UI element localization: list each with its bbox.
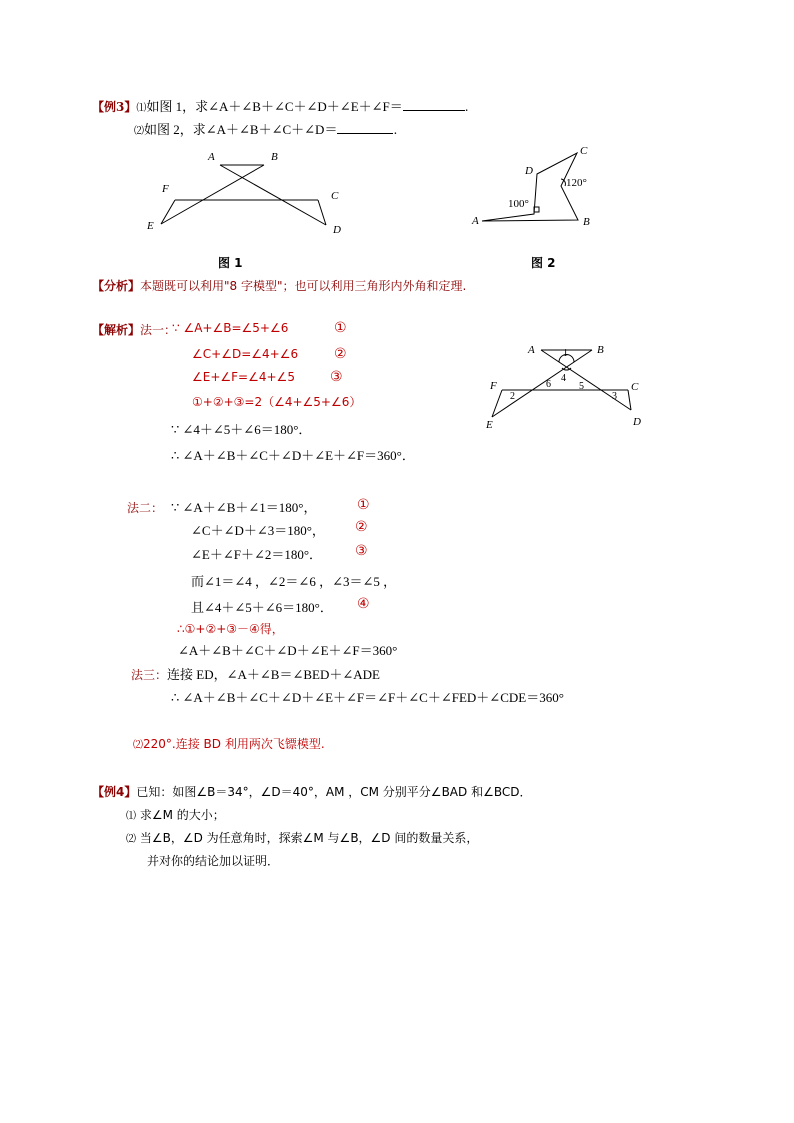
example-4-question-2-continued: 并对你的结论加以证明． (147, 854, 280, 868)
equation-marker-3: ③ (330, 369, 343, 385)
figure-3-label-d: D (633, 416, 641, 428)
example-4-question-1 (126, 806, 225, 823)
figure-1-label-f: F (162, 183, 169, 195)
period: . (464, 100, 469, 114)
method-2-line-3: ∠E＋∠F＋∠2＝180°． (191, 547, 323, 562)
figure-2-label-d: D (525, 165, 533, 177)
figure-2-label-c: C (580, 145, 588, 157)
figure-3-diagram (478, 338, 648, 433)
example-4-question-2-text: 当∠B，∠D 为任意角时，探索∠M 与∠B，∠D 间的数量关系， (139, 831, 479, 845)
analysis (92, 277, 466, 294)
question-number: ⑵ (134, 126, 144, 137)
method-1-line-5: ∵ ∠4＋∠5＋∠6＝180°． (171, 422, 312, 437)
method-3-line-2: ∴ ∠A＋∠B＋∠C＋∠D＋∠E＋∠F＝∠F＋∠C＋∠FED＋∠CDE＝360° (171, 690, 564, 705)
example-3-question-2-text: 如图 2，求∠A＋∠B＋∠C＋∠D＝ (144, 122, 338, 137)
analysis-tag: 【分析】 (92, 279, 141, 293)
figure-2-label-a: A (472, 215, 479, 227)
example-3-question-2 (134, 119, 397, 138)
figure-2-angle-120: 120° (566, 177, 587, 189)
example-4-given (92, 783, 531, 800)
example-4-question-1-text: 求∠M 的大小； (139, 808, 225, 822)
equation-marker-1: ① (334, 320, 347, 336)
method-1-line-6: ∴ ∠A＋∠B＋∠C＋∠D＋∠E＋∠F＝360°． (171, 448, 415, 463)
figure-3-label-b: B (597, 344, 604, 356)
figure-1-diagram (140, 145, 360, 240)
figure-1-label-b: B (271, 151, 278, 163)
figure-3-angle-2: 2 (510, 391, 515, 402)
method-3-line-1 (131, 664, 380, 683)
example-4-given-text: 已知：如图∠B＝34°，∠D＝40°，AM ，CM 分别平分∠BAD 和∠BCD． (136, 785, 532, 799)
equation-marker-2: ② (334, 346, 347, 362)
figure-2-angle-100: 100° (508, 198, 529, 210)
answer-blank (337, 122, 393, 134)
figure-1-caption: 图 1 (218, 256, 243, 270)
figure-2-diagram (465, 140, 605, 235)
method-3-label: 法三： (131, 668, 168, 682)
method-2-label: 法二： (127, 501, 164, 515)
question-number: ⑵ (126, 834, 136, 845)
method-2-line-1: ∵ ∠A＋∠B＋∠1＝180°， (171, 500, 317, 515)
figure-2-label-b: B (583, 216, 590, 228)
solution-tag: 【解析】 (92, 323, 141, 337)
example-4-tag: 【例4】 (92, 785, 137, 799)
method-3-text: 连接 ED，∠A＋∠B＝∠BED＋∠ADE (167, 667, 380, 682)
answer-2 (133, 735, 325, 752)
example-3-question-1-text: 如图 1，求∠A＋∠B＋∠C＋∠D＋∠E＋∠F＝ (146, 99, 403, 114)
example-3-question-1 (92, 96, 469, 115)
figure-1-label-e: E (147, 220, 154, 232)
method-1-line-1: ∵ ∠A+∠B=∠5+∠6 (172, 321, 289, 335)
example-3-tag: 【例3】 (92, 100, 137, 114)
answer-2-text: 220°.连接 BD 利用两次飞镖模型. (143, 737, 325, 751)
question-number: ⑴ (126, 811, 136, 822)
figure-3-angle-4: 4 (561, 373, 566, 384)
figure-3-label-a: A (528, 344, 535, 356)
figure-3-label-e: E (486, 419, 493, 431)
method-2-line-7: ∠A＋∠B＋∠C＋∠D＋∠E＋∠F＝360° (178, 643, 398, 658)
equation-marker-2: ② (355, 519, 368, 535)
figure-3-label-f: F (490, 380, 497, 392)
figure-3-angle-5: 5 (579, 381, 584, 392)
equation-marker-3: ③ (355, 543, 368, 559)
figure-3-angle-1: 1 (563, 348, 568, 359)
method-2-line-2: ∠C＋∠D＋∠3＝180°， (191, 523, 325, 538)
example-4-question-2 (126, 829, 478, 846)
method-2-line-4: 而∠1＝∠4 ，∠2＝∠6 ，∠3＝∠5 ， (191, 574, 397, 589)
figure-1-label-a: A (208, 151, 215, 163)
method-2-line-5: 且∠4＋∠5＋∠6＝180°． (191, 600, 333, 615)
method-1-line-4: ①+②+③=2（∠4+∠5+∠6） (192, 395, 362, 409)
analysis-text: 本题既可以利用"8 字模型"；也可以利用三角形内外角和定理. (140, 279, 467, 293)
method-1-line-3: ∠E+∠F=∠4+∠5 (192, 370, 295, 384)
period: . (393, 123, 398, 137)
equation-marker-4: ④ (357, 596, 370, 612)
figure-3-angle-6: 6 (546, 379, 551, 390)
solution-header (92, 321, 176, 338)
question-number: ⑴ (136, 103, 147, 114)
answer-blank (403, 99, 465, 111)
figure-2-caption: 图 2 (531, 256, 556, 270)
answer-2-number: ⑵ (133, 740, 143, 751)
figure-3-label-c: C (631, 381, 639, 393)
method-2-line-6: ∴①+②+③－④得， (177, 622, 284, 636)
figure-1-label-d: D (333, 224, 341, 236)
method-1-label: 法一： (140, 323, 177, 337)
equation-marker-1: ① (357, 497, 370, 513)
method-1-line-2: ∠C+∠D=∠4+∠6 (192, 347, 299, 361)
figure-3-angle-3: 3 (612, 391, 617, 402)
figure-1-label-c: C (331, 190, 339, 202)
